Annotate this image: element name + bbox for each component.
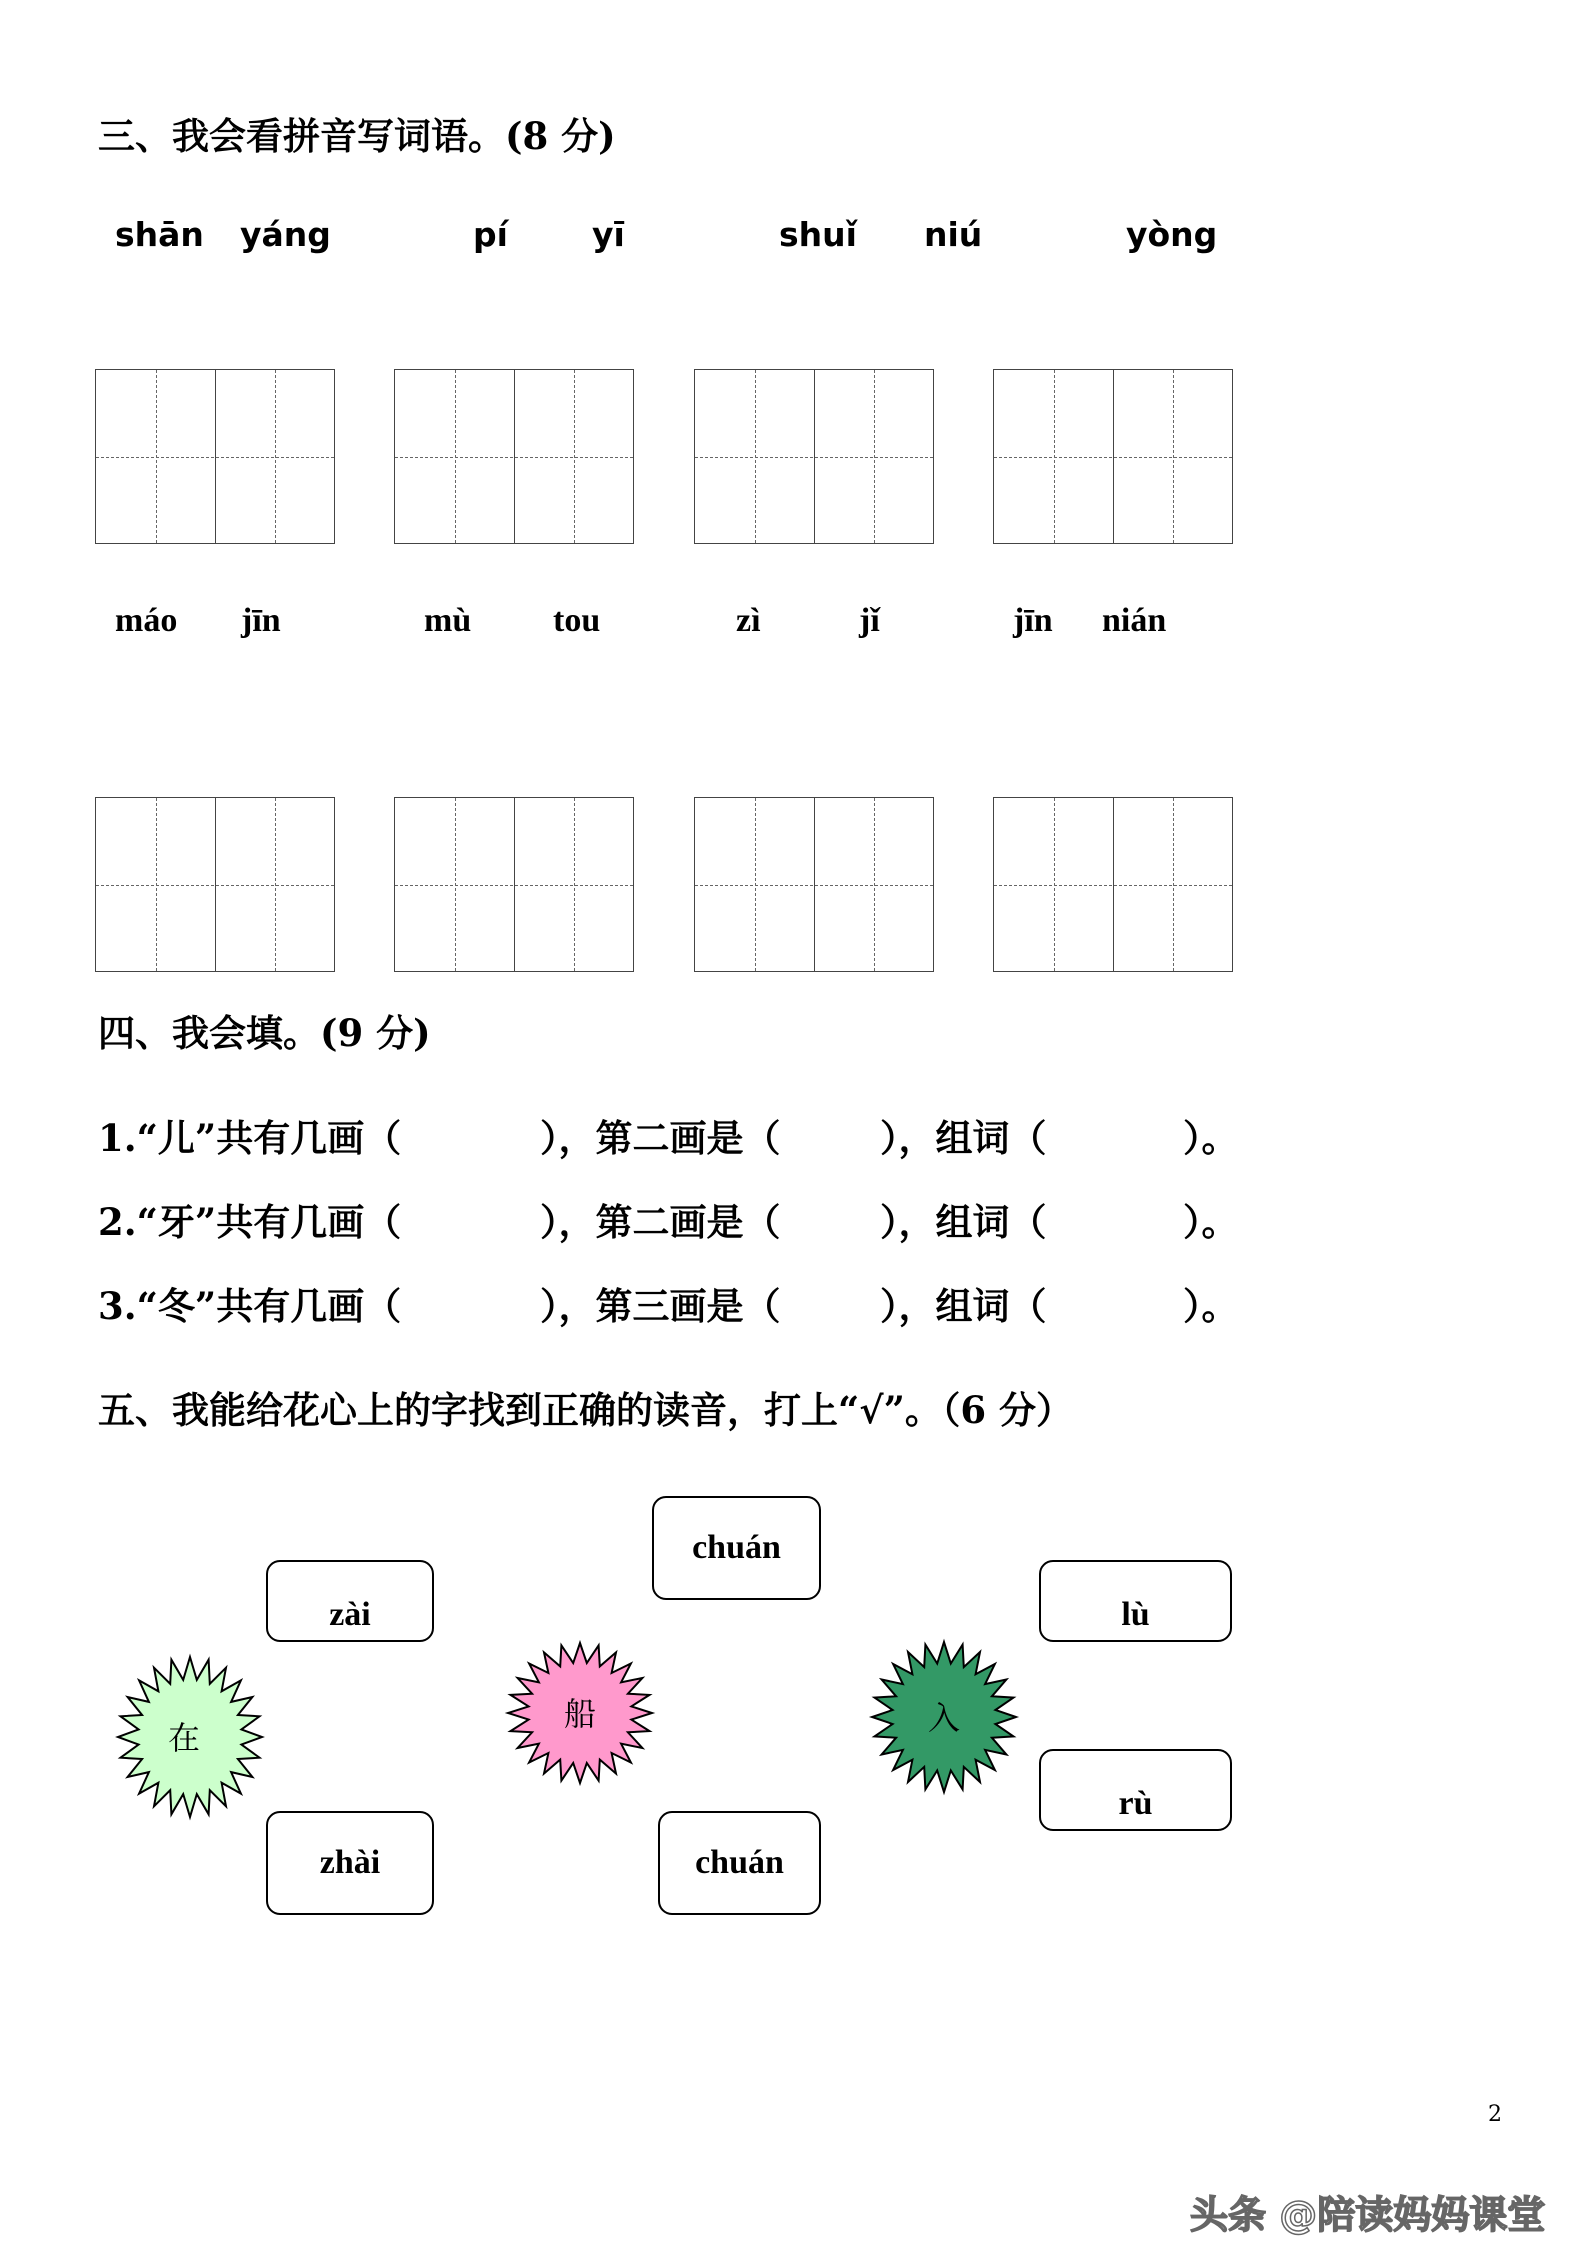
- flower-char-ru: 入: [927, 1699, 960, 1737]
- pinyin: yáng: [240, 215, 331, 254]
- fill-text: ）。: [1183, 1284, 1239, 1328]
- option-label: rù: [1118, 1785, 1153, 1822]
- option-label: lù: [1121, 1596, 1150, 1633]
- pinyin: jīn: [241, 602, 281, 639]
- section4-title: 四、我会填。(9 分): [98, 1011, 431, 1055]
- section5-title: 五、我能给花心上的字找到正确的读音，打上“√”。（6 分）: [98, 1388, 1074, 1432]
- pinyin: jǐ: [859, 602, 880, 639]
- fill-text: ），组词（: [880, 1200, 1047, 1244]
- fill-text: ），第三画是（: [540, 1284, 781, 1328]
- pinyin: máo: [115, 602, 178, 639]
- pinyin: nián: [1102, 602, 1167, 639]
- pinyin: shān: [115, 215, 204, 254]
- option-label: chuán: [695, 1844, 784, 1881]
- fill-text: ）。: [1183, 1116, 1239, 1160]
- pinyin: yòng: [1126, 215, 1218, 254]
- option-label: zài: [329, 1596, 371, 1633]
- fill-text: 1.“儿”共有几画（: [98, 1116, 402, 1160]
- flower-char-zai: 在: [167, 1719, 200, 1757]
- fill-text: ）。: [1183, 1200, 1239, 1244]
- fill-text: ），组词（: [880, 1284, 1047, 1328]
- option-label: zhài: [319, 1844, 381, 1881]
- pinyin: zì: [736, 602, 761, 639]
- pinyin: mù: [424, 602, 472, 639]
- page-number: 2: [1488, 2102, 1502, 2127]
- fill-text: 3.“冬”共有几画（: [98, 1284, 402, 1328]
- pinyin: tou: [553, 602, 601, 639]
- fill-text: 2.“牙”共有几画（: [98, 1200, 402, 1244]
- watermark: 头条 @陪读妈妈课堂: [1190, 2193, 1546, 2237]
- pinyin: jīn: [1013, 602, 1053, 639]
- fill-text: ），第二画是（: [540, 1200, 781, 1244]
- fill-text: ），组词（: [880, 1116, 1047, 1160]
- fill-text: ），第二画是（: [540, 1116, 781, 1160]
- pinyin: yī: [592, 215, 625, 254]
- flower-char-chuan: 船: [563, 1695, 596, 1733]
- pinyin: shuǐ: [779, 215, 857, 254]
- option-label: chuán: [692, 1529, 781, 1566]
- pinyin: pí: [473, 215, 508, 254]
- section3-title: 三、我会看拼音写词语。(8 分): [98, 114, 616, 158]
- pinyin: niú: [924, 215, 983, 254]
